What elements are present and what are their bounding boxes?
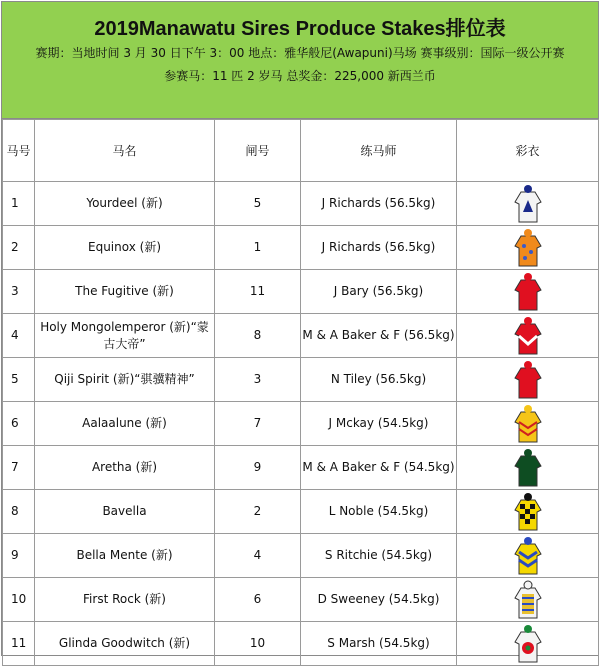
horse-name: Aalaalune (新) bbox=[35, 402, 215, 446]
trainer-weight: D Sweeney (54.5kg) bbox=[301, 578, 457, 622]
white-blue-yellow-silk-icon bbox=[513, 580, 543, 620]
horse-name: Equinox (新) bbox=[35, 226, 215, 270]
col-header-number: 马号 bbox=[3, 120, 35, 182]
silks-cell bbox=[457, 578, 599, 622]
horse-number: 2 bbox=[3, 226, 35, 270]
red-silk-icon bbox=[513, 360, 543, 400]
horse-number: 11 bbox=[3, 622, 35, 666]
gate-number: 6 bbox=[215, 578, 301, 622]
draw-table bbox=[2, 119, 599, 666]
runners-prize-line: 参赛马：11 匹 2 岁马 总奖金：225,000 新西兰币 bbox=[164, 69, 436, 83]
white-blue-silk-icon bbox=[513, 184, 543, 224]
horse-name: Holy Mongolemperor (新)“蒙古大帝” bbox=[35, 314, 215, 358]
horse-name: Aretha (新) bbox=[35, 446, 215, 490]
table-row bbox=[3, 622, 599, 666]
table-header-row bbox=[3, 120, 599, 182]
gate-number: 11 bbox=[215, 270, 301, 314]
gate-number: 4 bbox=[215, 534, 301, 578]
blue-yellow-silk-icon bbox=[513, 536, 543, 576]
horse-number: 9 bbox=[3, 534, 35, 578]
table-row bbox=[3, 314, 599, 358]
gate-number: 3 bbox=[215, 358, 301, 402]
trainer-weight: J Richards (56.5kg) bbox=[301, 226, 457, 270]
gate-number: 10 bbox=[215, 622, 301, 666]
horse-name: The Fugitive (新) bbox=[35, 270, 215, 314]
trainer-weight: S Marsh (54.5kg) bbox=[301, 622, 457, 666]
table-row bbox=[3, 358, 599, 402]
trainer-weight: S Ritchie (54.5kg) bbox=[301, 534, 457, 578]
col-header-silks: 彩衣 bbox=[457, 120, 599, 182]
horse-number: 7 bbox=[3, 446, 35, 490]
trainer-weight: J Richards (56.5kg) bbox=[301, 182, 457, 226]
silks-cell bbox=[457, 402, 599, 446]
white-red-green-silk-icon bbox=[513, 624, 543, 664]
orange-blue-silk-icon bbox=[513, 228, 543, 268]
gate-number: 5 bbox=[215, 182, 301, 226]
table-row bbox=[3, 270, 599, 314]
horse-name: Bavella bbox=[35, 490, 215, 534]
horse-number: 1 bbox=[3, 182, 35, 226]
horse-name: Bella Mente (新) bbox=[35, 534, 215, 578]
horse-number: 10 bbox=[3, 578, 35, 622]
horse-name: Qiji Spirit (新)“骐骥精神” bbox=[35, 358, 215, 402]
silks-cell bbox=[457, 270, 599, 314]
trainer-weight: N Tiley (56.5kg) bbox=[301, 358, 457, 402]
dark-green-silk-icon bbox=[513, 448, 543, 488]
col-header-trainer: 练马师 bbox=[301, 120, 457, 182]
trainer-weight: M & A Baker & F (56.5kg) bbox=[301, 314, 457, 358]
col-header-horse: 马名 bbox=[35, 120, 215, 182]
horse-name: Glinda Goodwitch (新) bbox=[35, 622, 215, 666]
silks-cell bbox=[457, 182, 599, 226]
silks-cell bbox=[457, 446, 599, 490]
gate-number: 7 bbox=[215, 402, 301, 446]
trainer-weight: J Mckay (54.5kg) bbox=[301, 402, 457, 446]
table-row bbox=[3, 446, 599, 490]
horse-number: 8 bbox=[3, 490, 35, 534]
silks-cell bbox=[457, 622, 599, 666]
race-draw-sheet bbox=[1, 1, 599, 656]
silks-cell bbox=[457, 490, 599, 534]
table-row bbox=[3, 402, 599, 446]
gate-number: 9 bbox=[215, 446, 301, 490]
horse-number: 4 bbox=[3, 314, 35, 358]
trainer-weight: L Noble (54.5kg) bbox=[301, 490, 457, 534]
table-row bbox=[3, 534, 599, 578]
silks-cell bbox=[457, 226, 599, 270]
race-info-line: 赛期：当地时间 3 月 30 日下午 3：00 地点：雅华般尼(Awapuni)马场 赛事级别：国际一级公开赛 bbox=[35, 46, 565, 60]
header-banner bbox=[2, 2, 598, 119]
gate-number: 2 bbox=[215, 490, 301, 534]
horse-number: 3 bbox=[3, 270, 35, 314]
silks-cell bbox=[457, 358, 599, 402]
gate-number: 8 bbox=[215, 314, 301, 358]
page-title: 2019Manawatu Sires Produce Stakes排位表 bbox=[94, 18, 506, 40]
horse-number: 6 bbox=[3, 402, 35, 446]
red-white-chevron-silk-icon bbox=[513, 316, 543, 356]
horse-number: 5 bbox=[3, 358, 35, 402]
silks-cell bbox=[457, 534, 599, 578]
black-yellow-check-silk-icon bbox=[513, 492, 543, 532]
horse-name: Yourdeel (新) bbox=[35, 182, 215, 226]
gate-number: 1 bbox=[215, 226, 301, 270]
table-row bbox=[3, 182, 599, 226]
yellow-red-chevron-silk-icon bbox=[513, 404, 543, 444]
silks-cell bbox=[457, 314, 599, 358]
col-header-gate: 闸号 bbox=[215, 120, 301, 182]
table-row bbox=[3, 226, 599, 270]
table-row bbox=[3, 490, 599, 534]
table-row bbox=[3, 578, 599, 622]
red-silk-icon bbox=[513, 272, 543, 312]
trainer-weight: M & A Baker & F (54.5kg) bbox=[301, 446, 457, 490]
trainer-weight: J Bary (56.5kg) bbox=[301, 270, 457, 314]
horse-name: First Rock (新) bbox=[35, 578, 215, 622]
